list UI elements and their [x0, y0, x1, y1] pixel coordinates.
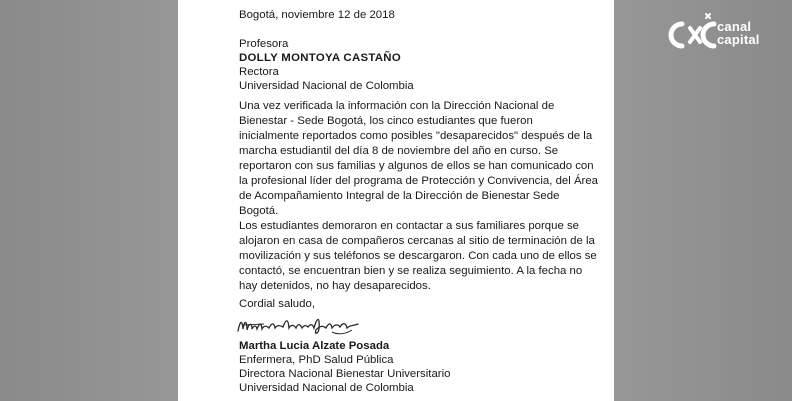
paragraph-1-line: Bienestar - Sede Bogotá, los cinco estudiantes que fueron [239, 115, 533, 127]
paragraph-1-line: la profesional líder del programa de Protección y Convivencia, del Área [239, 175, 598, 187]
paragraph-1 [239, 99, 611, 219]
paragraph-2-line: movilización y sus teléfonos se descargaron. Con cada uno de ellos se [239, 250, 597, 262]
letter-date: Bogotá, noviembre 12 de 2018 [239, 9, 395, 21]
paragraph-1-line: inicialmente reportados como posibles "desaparecidos" después de la [239, 130, 593, 142]
paragraph-2-line: Los estudiantes demoraron en contactar a sus familiares porque se [239, 220, 580, 232]
background-right [614, 0, 792, 401]
recipient-title: Profesora [239, 38, 289, 50]
letter-page [178, 0, 614, 401]
paragraph-2-line: hay detenidos, no hay desaparecidos. [239, 280, 431, 292]
paragraph-1-line: marcha estudiantil del día 8 de noviembre del año en curso. Se [239, 145, 559, 157]
paragraph-2-line: alojaron en casa de compañeros cercanas al sitio de terminación de la [239, 235, 595, 247]
paragraph-2-line: contactó, se encuentran bien y se realiza seguimiento. A la fecha no [239, 265, 583, 277]
paragraph-1-line: de Acompañamiento Integral de la Dirección de Bienestar Sede [239, 190, 560, 202]
closing: Cordial saludo, [239, 298, 315, 310]
paragraph-1-line: reportaron con sus familias y algunos de ellos se han comunicado con [239, 160, 594, 172]
recipient-role: Rectora [239, 66, 279, 78]
watermark-line-2: capital [717, 32, 760, 47]
recipient-institution: Universidad Nacional de Colombia [239, 80, 414, 92]
paragraph-2 [239, 219, 611, 294]
watermark-text [717, 20, 760, 46]
signer-position: Directora Nacional Bienestar Universitario [239, 368, 451, 380]
background-left [0, 0, 178, 401]
handwritten-signature [234, 313, 370, 339]
signer-title: Enfermera, PhD Salud Pública [239, 354, 394, 366]
paragraph-1-line: Una vez verificada la información con la Dirección Nacional de [239, 100, 555, 112]
signer-name: Martha Lucia Alzate Posada [239, 340, 390, 352]
paragraph-1-line: Bogotá. [239, 205, 279, 217]
watermark-line-1: canal [717, 19, 752, 34]
recipient-name: DOLLY MONTOYA CASTAÑO [239, 52, 401, 64]
signer-institution: Universidad Nacional de Colombia [239, 382, 414, 394]
